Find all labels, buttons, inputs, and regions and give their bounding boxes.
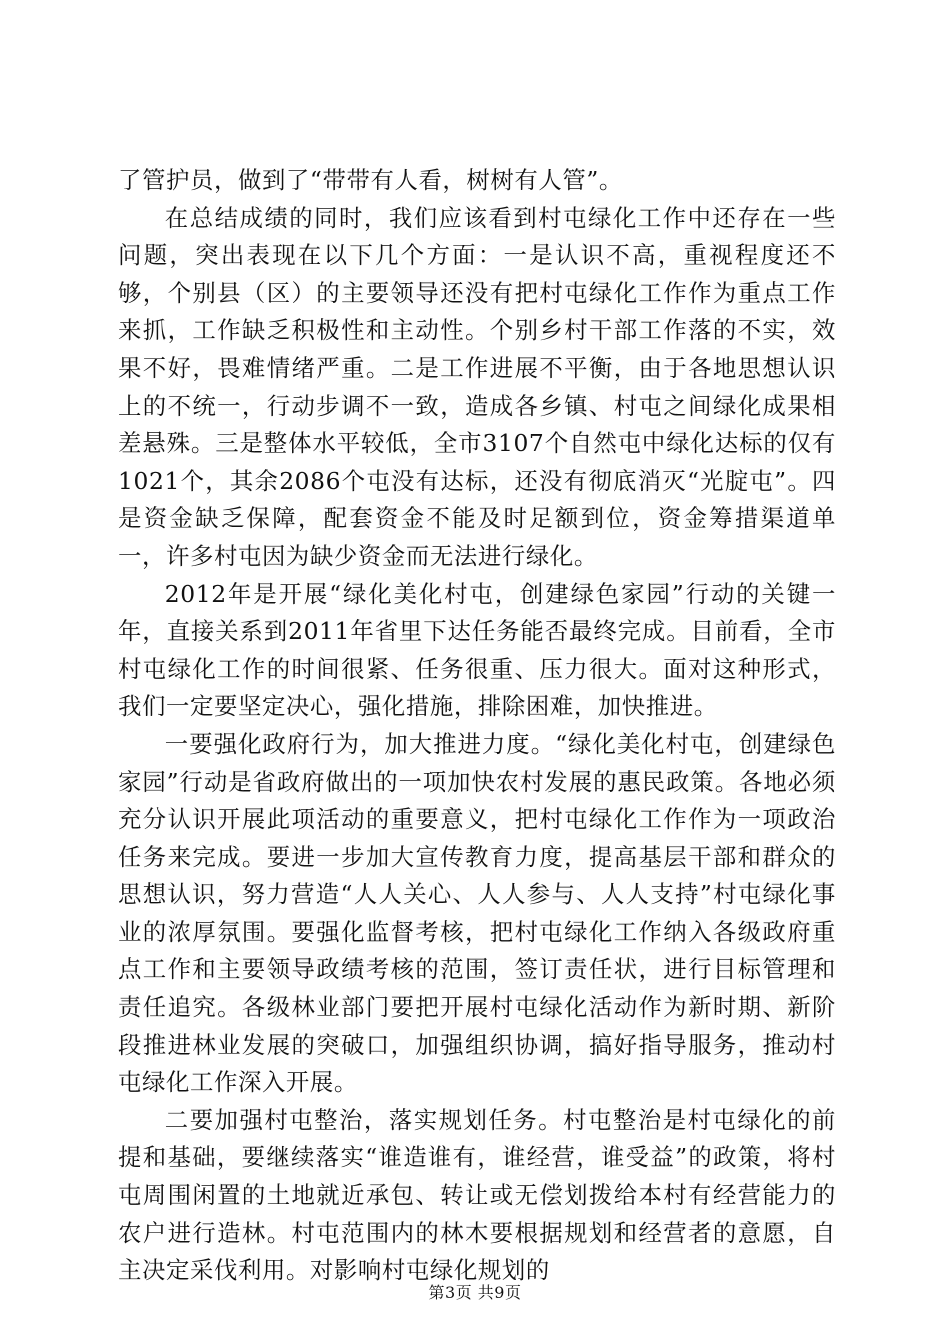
page-number-footer: 第3页 共9页 bbox=[428, 1283, 522, 1302]
paragraph-2012-key-year: 2012年是开展“绿化美化村屯，创建绿色家园”行动的关键一年，直接关系到2011年省里下达任务能否最终完成。目前看，全市村屯绿化工作的时间很紧、任务很重、压力很大。面对这种形式，我们一定要坚定决心，强化措施，排除困难，加快推进。 bbox=[118, 579, 836, 721]
paragraph-strengthen-government: 一要强化政府行为，加大推进力度。“绿化美化村屯，创建绿色家园”行动是省政府做出的一项加快农村发展的惠民政策。各地必须充分认识开展此项活动的重要意义，把村屯绿化工作作为一项政治任务来完成。要进一步加大宣传教育力度，提高基层干部和群众的思想认识，努力营造“人人关心、人人参与、人人支持”村屯绿化事业的浓厚氛围。要强化监督考核，把村屯绿化工作纳入各级政府重点工作和主要领导政绩考核的范围，签订责任状，进行目标管理和责任追究。各级林业部门要把开展村屯绿化活动作为新时期、新阶段推进林业发展的突破口，加强组织协调，搞好指导服务，推动村屯绿化工作深入开展。 bbox=[118, 729, 836, 1097]
paragraph-village-rectification: 二要加强村屯整治，落实规划任务。村屯整治是村屯绿化的前提和基础，要继续落实“谁造谁有，谁经营，谁受益”的政策，将村屯周围闲置的土地就近承包、转让或无偿划拨给本村有经营能力的农户进行造林。村屯范围内的林木要根据规划和经营者的意愿，自主决定采伐利用。对影响村屯绿化规划的 bbox=[118, 1105, 836, 1285]
paragraph-continuation: 了管护员，做到了“带带有人看，树树有人管”。 bbox=[118, 166, 623, 194]
document-body bbox=[118, 162, 836, 1290]
paragraph-problems: 在总结成绩的同时，我们应该看到村屯绿化工作中还存在一些问题，突出表现在以下几个方面：一是认识不高，重视程度还不够，个别县（区）的主要领导还没有把村屯绿化工作作为重点工作来抓，工作缺乏积极性和主动性。个别乡村干部工作落的不实，效果不好，畏难情绪严重。二是工作进展不平衡，由于各地思想认识上的不统一，行动步调不一致，造成各乡镇、村屯之间绿化成果相差悬殊。三是整体水平较低，全市3107个自然屯中绿化达标的仅有1021个，其余2086个屯没有达标，还没有彻底消灭“光腚屯”。四是资金缺乏保障，配套资金不能及时足额到位，资金筹措渠道单一，许多村屯因为缺少资金而无法进行绿化。 bbox=[118, 203, 836, 570]
